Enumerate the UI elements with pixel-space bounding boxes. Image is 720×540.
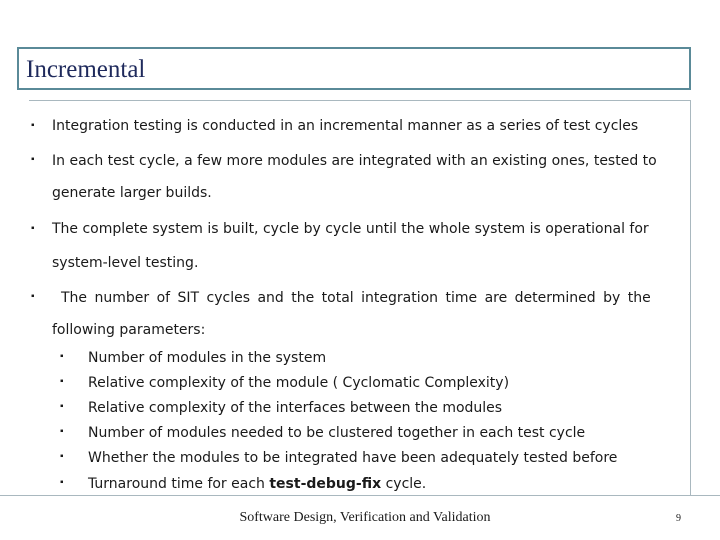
sub-bullet-icon: ▪ bbox=[60, 351, 64, 362]
title-box bbox=[17, 47, 691, 90]
bullet-text-4-line-2: following parameters: bbox=[52, 322, 206, 338]
bullet-icon: ▪ bbox=[31, 154, 35, 165]
sub-bullet-text-3: Relative complexity of the interfaces between the modules bbox=[88, 400, 503, 416]
bullet-text-3-line-2: system-level testing. bbox=[52, 255, 199, 271]
sub-bullet-icon: ▪ bbox=[60, 477, 64, 488]
footer-divider bbox=[0, 495, 720, 496]
slide-title: Incremental bbox=[26, 56, 146, 83]
sub-bullet-icon: ▪ bbox=[60, 376, 64, 387]
sub-bullet-icon: ▪ bbox=[60, 401, 64, 412]
bullet-text-3-line-1: The complete system is built, cycle by cycle until the whole system is operational for bbox=[52, 221, 649, 237]
sub-bullet-text-6-suffix: cycle. bbox=[381, 476, 427, 492]
test-debug-fix-term: test-debug-fix bbox=[269, 476, 382, 492]
bullet-icon: ▪ bbox=[31, 223, 35, 234]
sub-bullet-text-6 bbox=[88, 476, 426, 492]
sub-bullet-icon: ▪ bbox=[60, 426, 64, 437]
bullet-icon: ▪ bbox=[31, 120, 35, 131]
sub-bullet-text-5: Whether the modules to be integrated have been adequately tested before bbox=[88, 450, 618, 466]
sub-bullet-text-1: Number of modules in the system bbox=[88, 350, 327, 366]
page-number: 9 bbox=[676, 513, 681, 524]
bullet-text-2-line-2: generate larger builds. bbox=[52, 185, 212, 201]
sub-bullet-icon: ▪ bbox=[60, 451, 64, 462]
footer-course-title: Software Design, Verification and Validation bbox=[239, 510, 491, 525]
bullet-icon: ▪ bbox=[31, 291, 35, 302]
bullet-text-1: Integration testing is conducted in an incremental manner as a series of test cycles bbox=[52, 118, 639, 134]
sub-bullet-text-2: Relative complexity of the module ( Cyclomatic Complexity) bbox=[88, 375, 510, 391]
sub-bullet-text-6-prefix: Turnaround time for each bbox=[88, 476, 270, 492]
bullet-text-4-line-1: The number of SIT cycles and the total integration time are determined by the bbox=[61, 290, 651, 306]
sub-bullet-text-4: Number of modules needed to be clustered together in each test cycle bbox=[88, 425, 586, 441]
bullet-text-2-line-1: In each test cycle, a few more modules are integrated with an existing ones, tested to bbox=[52, 153, 657, 169]
